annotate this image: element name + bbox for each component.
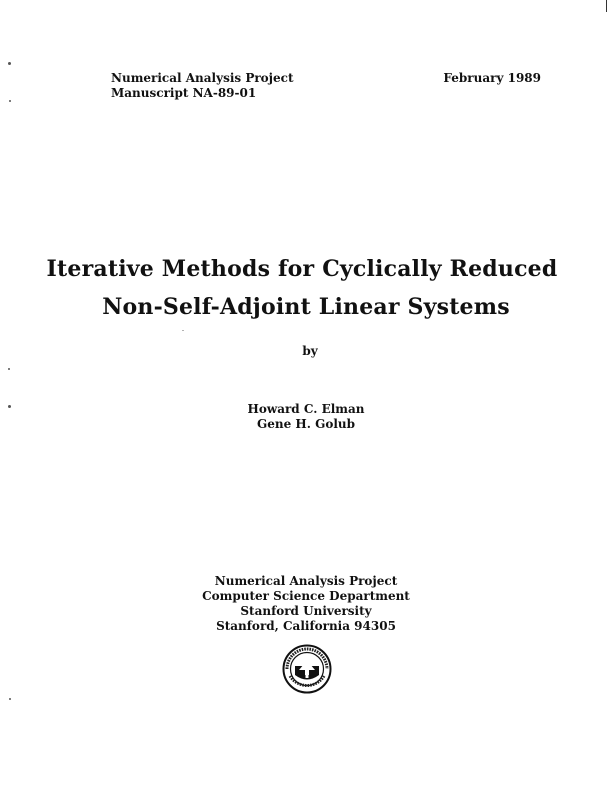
author-name: Gene H. Golub	[256, 417, 356, 431]
institution-line: Computer Science Department	[202, 589, 410, 603]
author-name: Howard C. Elman	[247, 402, 365, 416]
stanford-seal-icon	[282, 644, 332, 694]
scan-edge-mark	[606, 0, 607, 12]
title-line-1: Iterative Methods for Cyclically Reduced	[46, 256, 558, 282]
scan-speck	[9, 698, 11, 700]
scan-speck	[182, 330, 184, 331]
manuscript-number: Manuscript NA-89-01	[111, 86, 257, 100]
scan-speck	[8, 368, 10, 370]
byline: by	[302, 344, 318, 358]
report-date: February 1989	[443, 71, 541, 85]
report-series-block	[111, 71, 294, 101]
project-name: Numerical Analysis Project	[111, 71, 294, 85]
institution-address	[0, 574, 612, 634]
institution-line: Numerical Analysis Project	[214, 574, 398, 588]
scan-speck	[9, 100, 11, 102]
title-line-2: Non-Self-Adjoint Linear Systems	[102, 294, 510, 320]
institution-line: Stanford University	[240, 604, 372, 618]
institution-line: Stanford, California 94305	[216, 619, 396, 633]
author-list	[0, 402, 612, 432]
scan-speck	[8, 62, 11, 65]
scan-speck	[8, 405, 11, 408]
